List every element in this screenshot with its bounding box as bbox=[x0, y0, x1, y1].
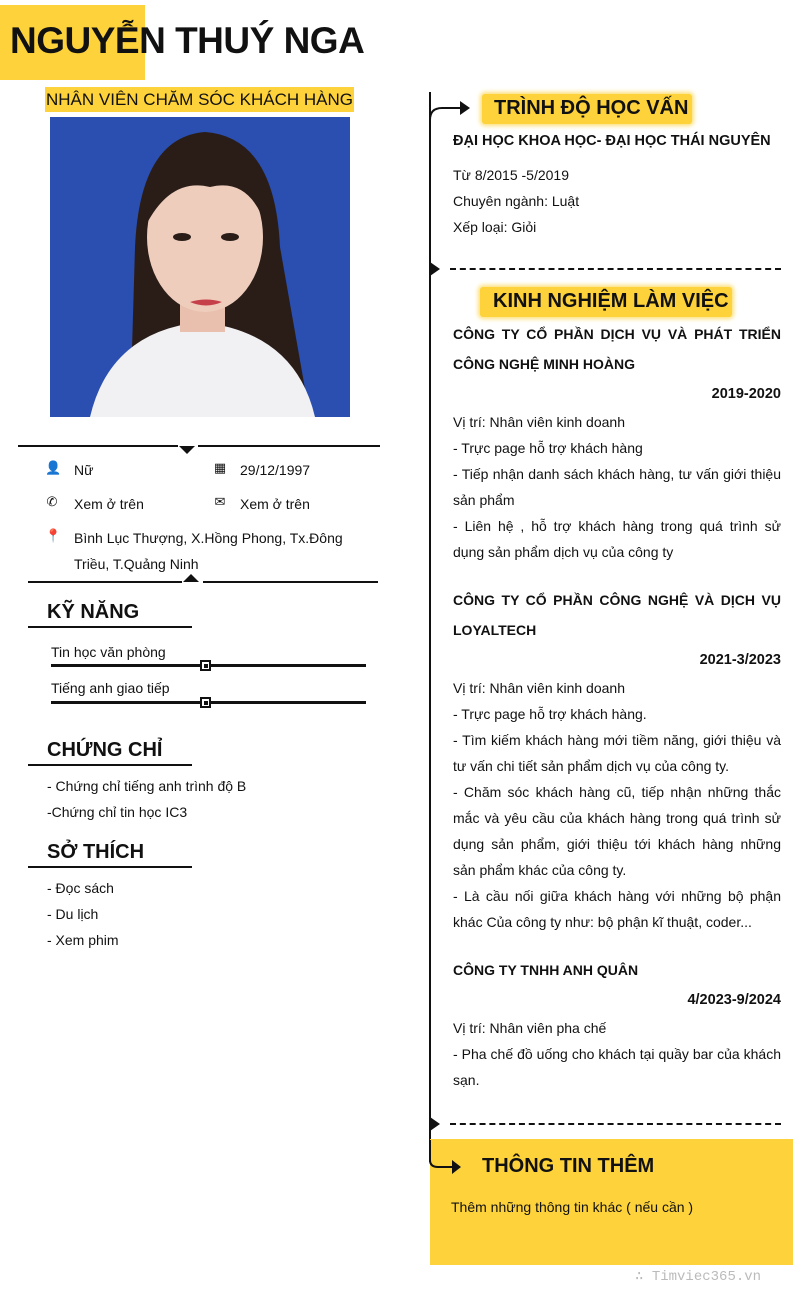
envelope-icon: ✉ bbox=[214, 494, 226, 509]
job-line: - Liên hệ , hỗ trợ khách hàng trong quá trình sử dụng sản phẩm dịch vụ của công ty bbox=[453, 518, 781, 560]
job-entry bbox=[453, 319, 781, 565]
divider bbox=[198, 445, 380, 447]
job-title: NHÂN VIÊN CHĂM SÓC KHÁCH HÀNG bbox=[45, 87, 354, 112]
profile-photo bbox=[50, 117, 350, 417]
job-line: Vị trí: Nhân viên pha chế bbox=[453, 1020, 607, 1036]
education-major: Chuyên ngành: Luật bbox=[453, 193, 580, 209]
company-name: CÔNG TY TNHH ANH QUÂN bbox=[453, 962, 639, 978]
job-date: 2021-3/2023 bbox=[699, 652, 781, 668]
divider bbox=[203, 581, 378, 583]
candidate-name: NGUYỄN THUÝ NGA bbox=[10, 20, 365, 61]
hobby-item: - Đọc sách bbox=[47, 880, 114, 896]
job-line: - Tiếp nhận danh sách khách hàng, tư vấn giới thiệu sản phẩm bbox=[453, 466, 781, 508]
gender: Nữ bbox=[74, 462, 94, 478]
hobbies-heading: SỞ THÍCH bbox=[47, 841, 145, 863]
triangle-right-icon bbox=[430, 262, 440, 276]
certificate-item: -Chứng chỉ tin học IC3 bbox=[47, 804, 188, 820]
job-entry bbox=[453, 585, 781, 935]
birthday: 29/12/1997 bbox=[240, 462, 311, 478]
school-name: ĐẠI HỌC KHOA HỌC- ĐẠI HỌC THÁI NGUYÊN bbox=[453, 133, 771, 149]
timeline-line bbox=[429, 92, 431, 1162]
job-line: Vị trí: Nhân viên kinh doanh bbox=[453, 680, 625, 696]
user-icon: 👤 bbox=[45, 460, 62, 475]
dashed-divider bbox=[450, 268, 781, 270]
watermark: ∴ Timviec365.vn bbox=[635, 1269, 762, 1285]
experience-heading: KINH NGHIỆM LÀM VIỆC bbox=[493, 290, 729, 312]
address-line-2: Triều, T.Quảng Ninh bbox=[74, 556, 199, 572]
education-period: Từ 8/2015 -5/2019 bbox=[453, 167, 570, 183]
certificate-item: - Chứng chỉ tiếng anh trình độ B bbox=[47, 778, 247, 794]
triangle-down-icon bbox=[179, 446, 195, 454]
education-rank: Xếp loại: Giỏi bbox=[453, 219, 537, 235]
heading-underline bbox=[28, 626, 192, 628]
divider bbox=[18, 445, 178, 447]
skill-level-knob bbox=[200, 660, 211, 671]
job-line: Vị trí: Nhân viên kinh doanh bbox=[453, 414, 625, 430]
job-line: - Chăm sóc khách hàng cũ, tiếp nhận những thắc mắc và yêu cầu của khách hàng trong quá trình sử dụng sản phẩm, giới thiệu tới khách hàng những sản phẩm khác của công ty. bbox=[453, 784, 781, 878]
email: Xem ở trên bbox=[240, 496, 310, 512]
job-line: - Là cầu nối giữa khách hàng với những bộ phận khác Của công ty như: bộ phận kĩ thuật, coder... bbox=[453, 888, 781, 930]
job-entry bbox=[453, 955, 781, 1093]
extra-info-heading: THÔNG TIN THÊM bbox=[482, 1155, 655, 1177]
address-line-1: Bình Lục Thượng, X.Hồng Phong, Tx.Đông bbox=[74, 530, 343, 546]
hobbies-list bbox=[47, 875, 119, 953]
job-line: - Trực page hỗ trợ khách hàng bbox=[453, 440, 643, 456]
triangle-up-icon bbox=[183, 574, 199, 582]
job-line: - Trực page hỗ trợ khách hàng. bbox=[453, 706, 647, 722]
calendar-icon: ▦ bbox=[213, 460, 227, 475]
triangle-right-icon bbox=[430, 1117, 440, 1131]
job-date: 2019-2020 bbox=[711, 386, 781, 402]
company-name: CÔNG TY CỔ PHẦN CÔNG NGHỆ VÀ DỊCH VỤ LOYALTECH bbox=[453, 592, 781, 638]
map-marker-icon: 📍 bbox=[45, 528, 62, 543]
job-line: - Pha chế đồ uống cho khách tại quầy bar của khách sạn. bbox=[453, 1046, 781, 1088]
skills-heading: KỸ NĂNG bbox=[47, 601, 140, 623]
certificates-list bbox=[47, 773, 246, 825]
extra-info-text: Thêm những thông tin khác ( nếu cần ) bbox=[451, 1199, 694, 1215]
arrow-right-icon bbox=[428, 98, 472, 122]
job-line: - Tìm kiếm khách hàng mới tiềm năng, giới thiệu và tư vấn chi tiết sản phẩm dịch vụ của công ty. bbox=[453, 732, 781, 774]
phone: Xem ở trên bbox=[74, 496, 144, 512]
phone-icon: ✆ bbox=[46, 494, 58, 509]
skill-bar bbox=[51, 701, 366, 704]
company-name: CÔNG TY CỔ PHẦN DỊCH VỤ VÀ PHÁT TRIỂN CÔNG NGHỆ MINH HOÀNG bbox=[453, 326, 781, 372]
education-heading: TRÌNH ĐỘ HỌC VẤN bbox=[494, 97, 689, 119]
skill-label: Tiếng anh giao tiếp bbox=[51, 680, 170, 696]
certificates-heading: CHỨNG CHỈ bbox=[47, 739, 163, 761]
heading-underline bbox=[28, 866, 192, 868]
divider bbox=[28, 581, 182, 583]
skill-label: Tin học văn phòng bbox=[51, 644, 166, 660]
hobby-item: - Du lịch bbox=[47, 906, 99, 922]
skill-level-knob bbox=[200, 697, 211, 708]
arrow-right-icon bbox=[428, 1140, 464, 1180]
hobby-item: - Xem phim bbox=[47, 932, 119, 948]
dashed-divider bbox=[450, 1123, 781, 1125]
skill-bar bbox=[51, 664, 366, 667]
heading-underline bbox=[28, 764, 192, 766]
job-date: 4/2023-9/2024 bbox=[687, 992, 781, 1008]
